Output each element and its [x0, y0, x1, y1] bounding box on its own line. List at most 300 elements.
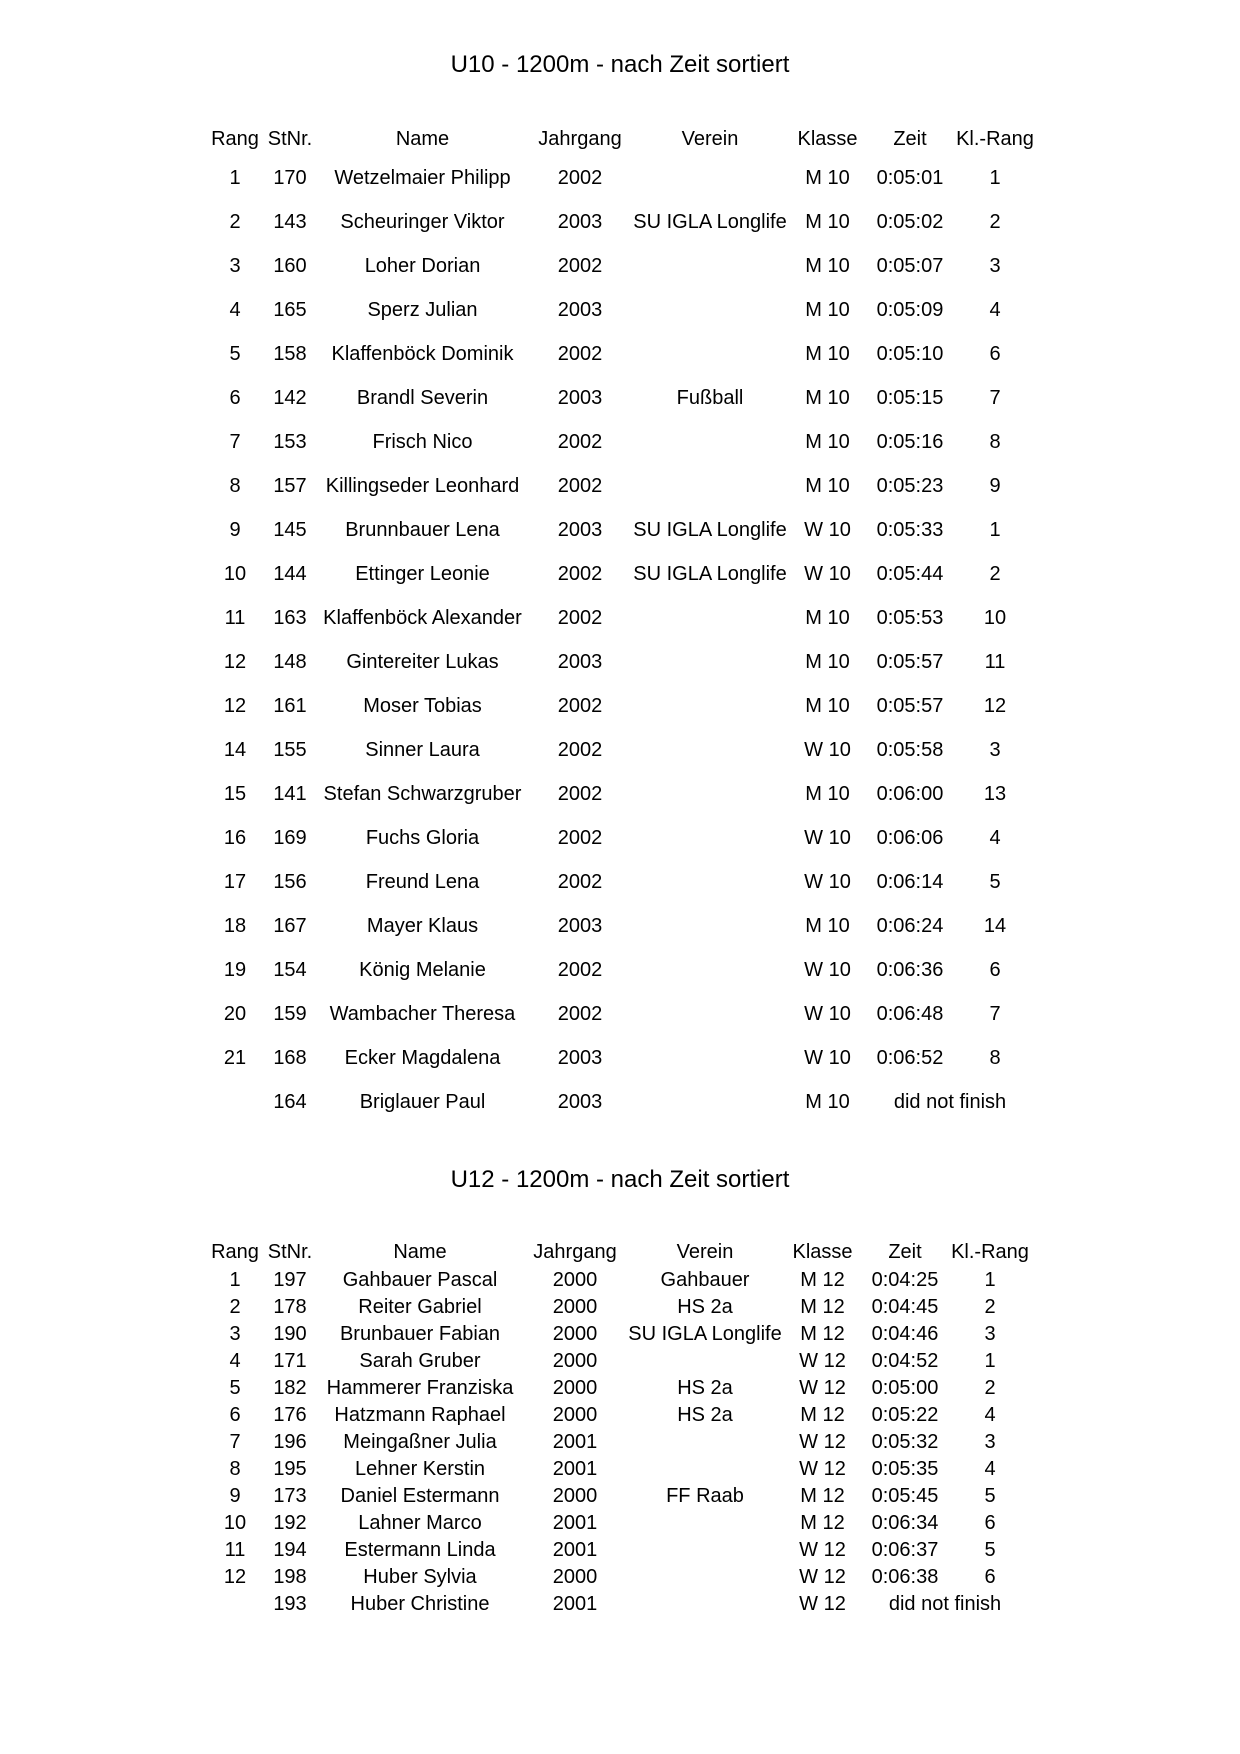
verein-cell — [625, 1591, 785, 1618]
kl-rang-cell: 4 — [989, 827, 1001, 849]
table-row — [205, 1537, 1030, 1564]
klasse-cell: M 10 — [805, 431, 850, 453]
jahrgang-cell: 2001 — [552, 1539, 598, 1561]
stnr-cell: 176 — [273, 1404, 307, 1426]
klasse-cell: M 12 — [800, 1512, 845, 1534]
name-cell: Lehner Kerstin — [354, 1458, 486, 1480]
zeit-cell: 0:05:44 — [876, 563, 944, 585]
jahrgang-cell: 2002 — [557, 475, 603, 497]
klasse-cell: M 10 — [805, 387, 850, 409]
klasse-cell: W 12 — [799, 1431, 846, 1453]
verein-cell — [630, 156, 790, 200]
u10-results-table — [205, 122, 1035, 1124]
table-row — [205, 420, 1035, 464]
kl-rang-cell: 9 — [989, 475, 1001, 497]
table-row — [205, 244, 1035, 288]
zeit-cell: 0:05:58 — [876, 739, 944, 761]
zeit-cell: 0:06:14 — [876, 871, 944, 893]
verein-cell: FF Raab — [666, 1485, 744, 1507]
klasse-cell: M 10 — [805, 211, 850, 233]
kl-rang-cell: 6 — [984, 1566, 996, 1588]
name-cell: Wambacher Theresa — [329, 1003, 516, 1025]
rang-cell: 18 — [223, 915, 247, 937]
table-header-row — [205, 1237, 1030, 1267]
kl-rang-cell: 2 — [984, 1296, 996, 1318]
klasse-cell: M 10 — [805, 1091, 850, 1113]
name-cell: Hammerer Franziska — [326, 1377, 514, 1399]
name-cell: Ettinger Leonie — [355, 563, 490, 585]
jahrgang-cell: 2003 — [557, 1047, 603, 1069]
verein-cell — [625, 1564, 785, 1591]
table-row — [205, 860, 1035, 904]
kl-rang-cell: 3 — [984, 1323, 996, 1345]
klasse-cell: M 10 — [805, 167, 850, 189]
table-row — [205, 156, 1035, 200]
zeit-cell: 0:05:15 — [876, 387, 944, 409]
table-row — [205, 816, 1035, 860]
verein-cell: Fußball — [676, 387, 744, 409]
zeit-cell: 0:05:22 — [871, 1404, 939, 1426]
stnr-cell: 167 — [273, 915, 307, 937]
jahrgang-cell: 2000 — [552, 1566, 598, 1588]
zeit-cell: 0:06:48 — [876, 1003, 944, 1025]
jahrgang-cell: 2002 — [557, 783, 603, 805]
klasse-cell: M 10 — [805, 299, 850, 321]
verein-cell: SU IGLA Longlife — [628, 1323, 782, 1345]
klasse-cell: M 12 — [800, 1323, 845, 1345]
zeit-cell: 0:05:07 — [876, 255, 944, 277]
table-row — [205, 376, 1035, 420]
table-row — [205, 552, 1035, 596]
jahrgang-cell: 2002 — [557, 1003, 603, 1025]
header-jahrgang: Jahrgang — [533, 1241, 617, 1263]
klasse-cell: W 10 — [804, 519, 851, 541]
stnr-cell: 170 — [273, 167, 307, 189]
verein-cell — [630, 728, 790, 772]
klasse-cell: W 10 — [804, 959, 851, 981]
klasse-cell: M 12 — [800, 1296, 845, 1318]
klasse-cell: M 10 — [805, 915, 850, 937]
zeit-cell: did not finish — [888, 1593, 1002, 1615]
jahrgang-cell: 2003 — [557, 519, 603, 541]
name-cell: Frisch Nico — [372, 431, 473, 453]
kl-rang-cell: 1 — [984, 1350, 996, 1372]
stnr-cell: 144 — [273, 563, 307, 585]
jahrgang-cell: 2001 — [552, 1458, 598, 1480]
zeit-cell: 0:05:53 — [876, 607, 944, 629]
klasse-cell: W 12 — [799, 1539, 846, 1561]
header-verein: Verein — [676, 1241, 734, 1263]
stnr-cell: 161 — [273, 695, 307, 717]
stnr-cell: 159 — [273, 1003, 307, 1025]
zeit-cell: 0:05:10 — [876, 343, 944, 365]
rang-cell: 15 — [223, 783, 247, 805]
klasse-cell: M 12 — [800, 1404, 845, 1426]
stnr-cell: 157 — [273, 475, 307, 497]
rang-cell: 12 — [223, 695, 247, 717]
verein-cell — [630, 816, 790, 860]
rang-cell: 12 — [223, 1566, 247, 1588]
table-row — [205, 1564, 1030, 1591]
header-klasse: Klasse — [797, 128, 858, 150]
name-cell: Mayer Klaus — [366, 915, 479, 937]
verein-cell — [630, 244, 790, 288]
name-cell: Moser Tobias — [363, 695, 482, 717]
stnr-cell: 168 — [273, 1047, 307, 1069]
jahrgang-cell: 2002 — [557, 827, 603, 849]
kl-rang-cell: 13 — [983, 783, 1007, 805]
zeit-cell: 0:05:00 — [871, 1377, 939, 1399]
kl-rang-cell: 1 — [989, 167, 1001, 189]
rang-cell — [205, 1591, 265, 1618]
verein-cell — [625, 1348, 785, 1375]
header-kl-rang: Kl.-Rang — [956, 128, 1034, 150]
jahrgang-cell: 2003 — [557, 211, 603, 233]
rang-cell: 4 — [229, 299, 241, 321]
header-verein: Verein — [681, 128, 739, 150]
kl-rang-cell: 14 — [983, 915, 1007, 937]
table-row — [205, 904, 1035, 948]
zeit-cell: did not finish — [893, 1091, 1007, 1113]
stnr-cell: 164 — [273, 1091, 307, 1113]
header-stnr: StNr. — [267, 1241, 313, 1263]
name-cell: Killingseder Leonhard — [325, 475, 520, 497]
header-rang: Rang — [211, 128, 259, 150]
zeit-cell: 0:05:35 — [871, 1458, 939, 1480]
rang-cell: 3 — [229, 255, 241, 277]
jahrgang-cell: 2003 — [557, 1091, 603, 1113]
name-cell: Scheuringer Viktor — [340, 211, 505, 233]
klasse-cell: M 10 — [805, 651, 850, 673]
rang-cell: 7 — [229, 1431, 241, 1453]
kl-rang-cell: 2 — [989, 211, 1001, 233]
zeit-cell: 0:05:57 — [876, 695, 944, 717]
table-row — [205, 1321, 1030, 1348]
jahrgang-cell: 2000 — [552, 1404, 598, 1426]
zeit-cell: 0:05:02 — [876, 211, 944, 233]
name-cell: Hatzmann Raphael — [334, 1404, 506, 1426]
name-cell: Klaffenböck Dominik — [331, 343, 514, 365]
stnr-cell: 142 — [273, 387, 307, 409]
zeit-cell: 0:06:06 — [876, 827, 944, 849]
verein-cell — [625, 1510, 785, 1537]
table-row — [205, 508, 1035, 552]
zeit-cell: 0:05:01 — [876, 167, 944, 189]
u12-results-table — [205, 1237, 1030, 1618]
verein-cell — [630, 596, 790, 640]
kl-rang-cell: 6 — [989, 959, 1001, 981]
kl-rang-cell: 2 — [984, 1377, 996, 1399]
stnr-cell: 169 — [273, 827, 307, 849]
stnr-cell: 182 — [273, 1377, 307, 1399]
jahrgang-cell: 2002 — [557, 167, 603, 189]
rang-cell: 10 — [223, 563, 247, 585]
name-cell: Brunbauer Fabian — [339, 1323, 501, 1345]
jahrgang-cell: 2001 — [552, 1431, 598, 1453]
zeit-cell: 0:04:46 — [871, 1323, 939, 1345]
zeit-cell: 0:06:00 — [876, 783, 944, 805]
stnr-cell: 194 — [273, 1539, 307, 1561]
table-row — [205, 288, 1035, 332]
kl-rang-cell: 8 — [989, 1047, 1001, 1069]
rang-cell: 5 — [229, 1377, 241, 1399]
jahrgang-cell: 2001 — [552, 1593, 598, 1615]
table-row — [205, 1375, 1030, 1402]
klasse-cell: M 10 — [805, 343, 850, 365]
stnr-cell: 165 — [273, 299, 307, 321]
rang-cell: 9 — [229, 1485, 241, 1507]
kl-rang-cell: 12 — [983, 695, 1007, 717]
jahrgang-cell: 2002 — [557, 959, 603, 981]
rang-cell: 6 — [229, 387, 241, 409]
verein-cell — [630, 464, 790, 508]
rang-cell: 8 — [229, 1458, 241, 1480]
stnr-cell: 163 — [273, 607, 307, 629]
verein-cell — [625, 1537, 785, 1564]
verein-cell — [630, 992, 790, 1036]
klasse-cell: M 12 — [800, 1485, 845, 1507]
table-row — [205, 1429, 1030, 1456]
klasse-cell: W 10 — [804, 871, 851, 893]
jahrgang-cell: 2001 — [552, 1512, 598, 1534]
verein-cell: SU IGLA Longlife — [633, 563, 787, 585]
jahrgang-cell: 2002 — [557, 607, 603, 629]
rang-cell — [205, 1080, 265, 1124]
verein-cell — [630, 332, 790, 376]
table-row — [205, 772, 1035, 816]
kl-rang-cell: 3 — [989, 739, 1001, 761]
jahrgang-cell: 2000 — [552, 1485, 598, 1507]
header-zeit: Zeit — [893, 128, 927, 150]
stnr-cell: 156 — [273, 871, 307, 893]
table-row — [205, 1036, 1035, 1080]
table-row — [205, 684, 1035, 728]
u10-section-title: U10 - 1200m - nach Zeit sortiert — [450, 51, 790, 78]
stnr-cell: 148 — [273, 651, 307, 673]
kl-rang-cell: 4 — [984, 1404, 996, 1426]
verein-cell — [625, 1429, 785, 1456]
stnr-cell: 192 — [273, 1512, 307, 1534]
name-cell: Meingaßner Julia — [343, 1431, 497, 1453]
rang-cell: 1 — [229, 167, 241, 189]
rang-cell: 2 — [229, 1296, 241, 1318]
name-cell: Brunnbauer Lena — [345, 519, 500, 541]
zeit-cell: 0:06:52 — [876, 1047, 944, 1069]
stnr-cell: 193 — [273, 1593, 307, 1615]
jahrgang-cell: 2003 — [557, 387, 603, 409]
kl-rang-cell: 3 — [989, 255, 1001, 277]
stnr-cell: 171 — [273, 1350, 307, 1372]
zeit-cell: 0:04:52 — [871, 1350, 939, 1372]
rang-cell: 12 — [223, 651, 247, 673]
jahrgang-cell: 2003 — [557, 299, 603, 321]
u10-table-body — [205, 156, 1035, 1124]
stnr-cell: 160 — [273, 255, 307, 277]
verein-cell — [630, 288, 790, 332]
table-row — [205, 332, 1035, 376]
verein-cell — [630, 420, 790, 464]
u12-section-title: U12 - 1200m - nach Zeit sortiert — [450, 1166, 790, 1193]
klasse-cell: W 10 — [804, 739, 851, 761]
kl-rang-cell: 2 — [989, 563, 1001, 585]
name-cell: Klaffenböck Alexander — [323, 607, 522, 629]
zeit-cell: 0:05:57 — [876, 651, 944, 673]
zeit-cell: 0:05:23 — [876, 475, 944, 497]
klasse-cell: W 12 — [799, 1377, 846, 1399]
rang-cell: 3 — [229, 1323, 241, 1345]
kl-rang-cell: 4 — [984, 1458, 996, 1480]
table-row — [205, 992, 1035, 1036]
stnr-cell: 141 — [273, 783, 307, 805]
jahrgang-cell: 2002 — [557, 563, 603, 585]
kl-rang-cell: 11 — [984, 651, 1006, 673]
table-header-row — [205, 122, 1035, 156]
table-row — [205, 948, 1035, 992]
kl-rang-cell: 4 — [989, 299, 1001, 321]
table-row — [205, 596, 1035, 640]
rang-cell: 17 — [223, 871, 247, 893]
name-cell: Stefan Schwarzgruber — [323, 783, 522, 805]
table-row — [205, 1348, 1030, 1375]
header-stnr: StNr. — [267, 128, 313, 150]
klasse-cell: W 10 — [804, 563, 851, 585]
verein-cell — [630, 904, 790, 948]
rang-cell: 4 — [229, 1350, 241, 1372]
table-row — [205, 1483, 1030, 1510]
klasse-cell: W 10 — [804, 1047, 851, 1069]
name-cell: Brandl Severin — [356, 387, 489, 409]
zeit-cell: 0:05:45 — [871, 1485, 939, 1507]
u12-table-body — [205, 1267, 1030, 1618]
verein-cell — [630, 1080, 790, 1124]
stnr-cell: 190 — [273, 1323, 307, 1345]
rang-cell: 14 — [223, 739, 247, 761]
kl-rang-cell: 5 — [984, 1485, 996, 1507]
jahrgang-cell: 2002 — [557, 431, 603, 453]
stnr-cell: 195 — [273, 1458, 307, 1480]
header-jahrgang: Jahrgang — [538, 128, 622, 150]
header-name: Name — [395, 128, 450, 150]
zeit-cell: 0:04:25 — [871, 1269, 939, 1291]
klasse-cell: W 12 — [799, 1593, 846, 1615]
jahrgang-cell: 2002 — [557, 739, 603, 761]
jahrgang-cell: 2000 — [552, 1269, 598, 1291]
table-row — [205, 1402, 1030, 1429]
zeit-cell: 0:06:24 — [876, 915, 944, 937]
kl-rang-cell: 6 — [984, 1512, 996, 1534]
table-row — [205, 1080, 1035, 1124]
jahrgang-cell: 2002 — [557, 255, 603, 277]
name-cell: Freund Lena — [365, 871, 480, 893]
table-row — [205, 728, 1035, 772]
jahrgang-cell: 2002 — [557, 343, 603, 365]
rang-cell: 20 — [223, 1003, 247, 1025]
name-cell: Huber Christine — [350, 1593, 490, 1615]
rang-cell: 5 — [229, 343, 241, 365]
stnr-cell: 196 — [273, 1431, 307, 1453]
zeit-cell: 0:06:36 — [876, 959, 944, 981]
name-cell: Briglauer Paul — [359, 1091, 486, 1113]
name-cell: Ecker Magdalena — [344, 1047, 501, 1069]
kl-rang-cell: 5 — [989, 871, 1001, 893]
kl-rang-cell: 1 — [989, 519, 1001, 541]
klasse-cell: M 10 — [805, 255, 850, 277]
stnr-cell: 153 — [273, 431, 307, 453]
name-cell: Loher Dorian — [364, 255, 481, 277]
kl-rang-cell: 3 — [984, 1431, 996, 1453]
klasse-cell: M 10 — [805, 607, 850, 629]
table-row — [205, 464, 1035, 508]
jahrgang-cell: 2002 — [557, 695, 603, 717]
name-cell: Sarah Gruber — [359, 1350, 481, 1372]
klasse-cell: W 12 — [799, 1458, 846, 1480]
header-zeit: Zeit — [888, 1241, 922, 1263]
jahrgang-cell: 2002 — [557, 871, 603, 893]
table-row — [205, 640, 1035, 684]
jahrgang-cell: 2000 — [552, 1323, 598, 1345]
rang-cell: 10 — [223, 1512, 247, 1534]
name-cell: König Melanie — [359, 959, 486, 981]
rang-cell: 21 — [223, 1047, 247, 1069]
kl-rang-cell: 7 — [989, 1003, 1001, 1025]
name-cell: Reiter Gabriel — [358, 1296, 482, 1318]
name-cell: Gahbauer Pascal — [342, 1269, 498, 1291]
jahrgang-cell: 2003 — [557, 651, 603, 673]
klasse-cell: W 10 — [804, 1003, 851, 1025]
rang-cell: 9 — [229, 519, 241, 541]
stnr-cell: 198 — [273, 1566, 307, 1588]
table-row — [205, 1591, 1030, 1618]
table-row — [205, 1456, 1030, 1483]
verein-cell — [630, 1036, 790, 1080]
table-row — [205, 200, 1035, 244]
kl-rang-cell: 1 — [984, 1269, 996, 1291]
zeit-cell: 0:05:33 — [876, 519, 944, 541]
kl-rang-cell: 7 — [989, 387, 1001, 409]
klasse-cell: M 12 — [800, 1269, 845, 1291]
table-row — [205, 1294, 1030, 1321]
header-klasse: Klasse — [792, 1241, 853, 1263]
table-row — [205, 1267, 1030, 1294]
zeit-cell: 0:05:09 — [876, 299, 944, 321]
verein-cell: Gahbauer — [660, 1269, 750, 1291]
jahrgang-cell: 2000 — [552, 1377, 598, 1399]
stnr-cell: 173 — [273, 1485, 307, 1507]
klasse-cell: W 12 — [799, 1350, 846, 1372]
name-cell: Fuchs Gloria — [365, 827, 480, 849]
verein-cell: SU IGLA Longlife — [633, 519, 787, 541]
stnr-cell: 155 — [273, 739, 307, 761]
kl-rang-cell: 6 — [989, 343, 1001, 365]
verein-cell: HS 2a — [677, 1296, 733, 1318]
rang-cell: 8 — [229, 475, 241, 497]
verein-cell — [630, 684, 790, 728]
rang-cell: 7 — [229, 431, 241, 453]
stnr-cell: 197 — [273, 1269, 307, 1291]
rang-cell: 19 — [223, 959, 247, 981]
zeit-cell: 0:05:16 — [876, 431, 944, 453]
zeit-cell: 0:06:34 — [871, 1512, 939, 1534]
name-cell: Wetzelmaier Philipp — [334, 167, 511, 189]
rang-cell: 16 — [223, 827, 247, 849]
name-cell: Estermann Linda — [344, 1539, 496, 1561]
zeit-cell: 0:05:32 — [871, 1431, 939, 1453]
stnr-cell: 178 — [273, 1296, 307, 1318]
name-cell: Sperz Julian — [367, 299, 478, 321]
klasse-cell: M 10 — [805, 695, 850, 717]
verein-cell — [625, 1456, 785, 1483]
table-row — [205, 1510, 1030, 1537]
